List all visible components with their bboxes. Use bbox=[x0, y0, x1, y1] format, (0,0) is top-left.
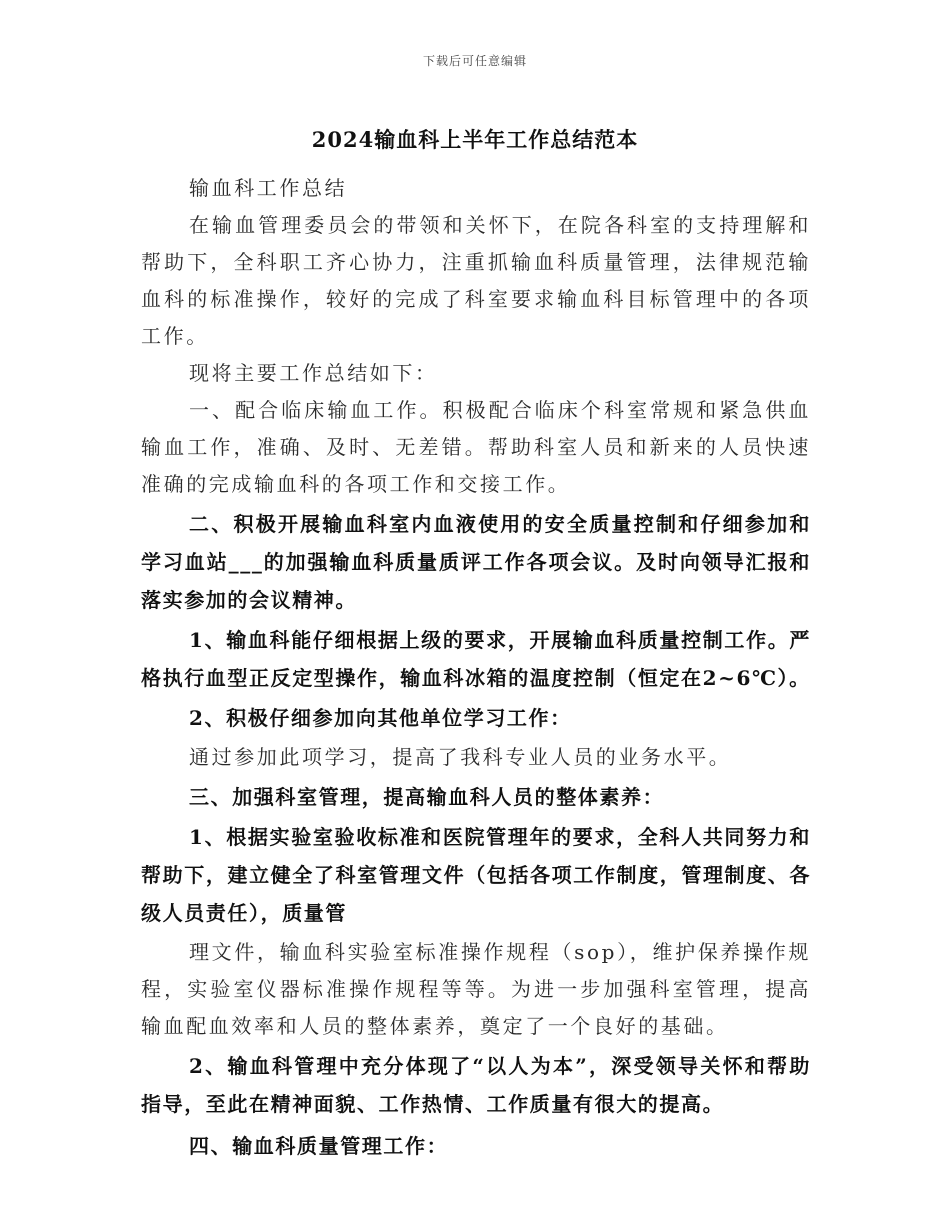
document-title: 2024输血科上半年工作总结范本 bbox=[311, 127, 639, 152]
paragraph: 输血科工作总结 bbox=[189, 176, 348, 200]
paragraph: 理文件，输血科实验室标准操作规程（sop），维护保养操作规程，实验室仪器标准操作规程等等。为进一步加强科室管理，提高输血配血效率和人员的整体素养，奠定了一个良好的基础。 bbox=[141, 940, 811, 1038]
paragraph: 通过参加此项学习，提高了我科专业人员的业务水平。 bbox=[189, 745, 732, 769]
paragraph: 四、输血科质量管理工作： bbox=[189, 1134, 449, 1158]
paragraph: 二、积极开展输血科室内血液使用的安全质量控制和仔细参加和学习血站___的加强输血科质量质评工作各项会议。及时向领导汇报和落实参加的会议精神。 bbox=[141, 512, 811, 612]
paragraph: 一、配合临床输血工作。积极配合临床个科室常规和紧急供血输血工作，准确、及时、无差错。帮助科室人员和新来的人员快速准确的完成输血科的各项工作和交接工作。 bbox=[141, 398, 811, 496]
header-note: 下载后可任意编辑 bbox=[422, 54, 527, 68]
paragraph: 2、积极仔细参加向其他单位学习工作： bbox=[189, 706, 572, 730]
paragraph: 在输血管理委员会的带领和关怀下，在院各科室的支持理解和帮助下，全科职工齐心协力，注重抓输血科质量管理，法律规范输血科的标准操作，较好的完成了科室要求输血科目标管理中的各项工作。 bbox=[141, 213, 811, 348]
paragraph: 2、输血科管理中充分体现了“以人为本”，深受领导关怀和帮助指导，至此在精神面貌、工作热情、工作质量有很大的提高。 bbox=[141, 1054, 811, 1116]
paragraph: 1、根据实验室验收标准和医院管理年的要求，全科人共同努力和帮助下，建立健全了科室管理文件（包括各项工作制度，管理制度、各级人员责任），质量管 bbox=[141, 825, 811, 925]
paragraph: 现将主要工作总结如下： bbox=[189, 361, 438, 385]
paragraph: 1、输血科能仔细根据上级的要求，开展输血科质量控制工作。严格执行血型正反定型操作，输血科冰箱的温度控制（恒定在2~6℃）。 bbox=[141, 628, 811, 690]
document-body bbox=[141, 170, 811, 1165]
paragraph: 三、加强科室管理，提高输血科人员的整体素养： bbox=[189, 785, 665, 809]
